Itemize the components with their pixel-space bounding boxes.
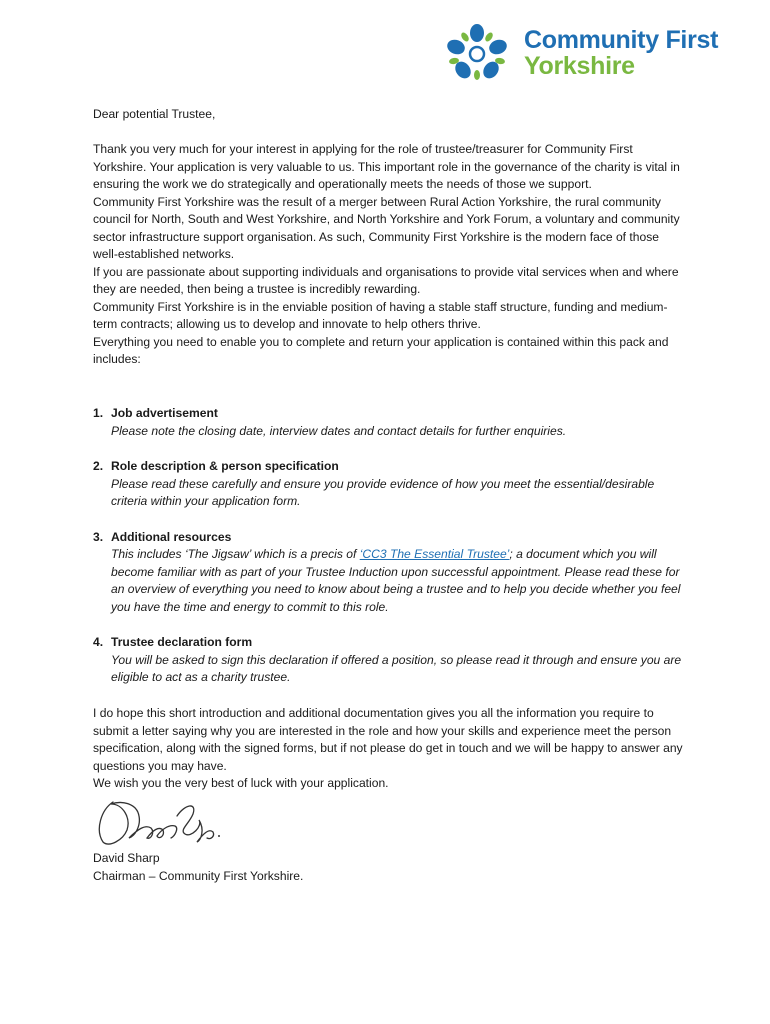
item-number: 1.: [93, 406, 104, 420]
logo-line-1: Community First: [524, 26, 719, 54]
item-title: Role description & person specification: [111, 459, 339, 473]
item-number: 4.: [93, 635, 104, 649]
intro-paragraph-1: Thank you very much for your interest in applying for the role of trustee/treasurer for Community First Yorkshire. Your application is very valuable to us. This important role in the governance of the charity is vital in ensuring the work we do strategically and operationally meets the needs of those we support.: [93, 142, 680, 191]
pack-contents-list: [93, 405, 683, 705]
list-item: [93, 458, 683, 511]
closing-paragraph-2: We wish you the very best of luck with your application.: [93, 776, 389, 790]
signer-block: [93, 850, 303, 885]
item-description: Please note the closing date, interview dates and contact details for further enquiries.: [111, 423, 567, 438]
intro-paragraphs: [93, 141, 683, 369]
item-title: Job advertisement: [111, 406, 218, 420]
intro-paragraph-5: Everything you need to enable you to complete and return your application is contained within this pack and includes:: [93, 334, 669, 366]
list-item: [93, 405, 683, 440]
item-number: 3.: [93, 529, 104, 544]
intro-paragraph-2: Community First Yorkshire was the result of a merger between Rural Action Yorkshire, the rural community council for North, South and West Yorkshire, and North Yorkshire and York Forum, a voluntary and community sector infrastructure support organisation. As such, Community First Yorkshire is the modern face of those well-established networks.: [93, 194, 680, 261]
item-description: Please read these carefully and ensure you provide evidence of how you meet the essential/desirable criteria within your application form.: [111, 476, 655, 508]
item-description-after: ; a document which you will become familiar with as part of your Trustee Induction upon successful appointment. Please read these for an overview of everything you need to know about being a trustee and to help you decide whether you feel you have the time and energy to commit to this role.: [111, 547, 681, 614]
rose-emblem-icon: [444, 22, 510, 82]
list-item: [93, 529, 683, 617]
signer-title: Chairman – Community First Yorkshire.: [93, 868, 304, 883]
intro-paragraph-3: If you are passionate about supporting individuals and organisations to provide vital services when and where they are needed, then being a trustee is incredibly rewarding.: [93, 264, 679, 296]
item-description-before: This includes ‘The Jigsaw’ which is a precis of: [111, 547, 360, 561]
item-title: Trustee declaration form: [111, 635, 253, 649]
community-first-yorkshire-logo: [444, 22, 754, 84]
greeting: [93, 106, 683, 124]
intro-paragraph-4: Community First Yorkshire is in the enviable position of having a stable staff structure, funding and medium-term contracts; allowing us to develop and innovate to help others thrive.: [93, 299, 668, 331]
item-description: You will be asked to sign this declaration if offered a position, so please read it through and ensure you are eligible to act as a charity trustee.: [111, 652, 682, 684]
item-title: Additional resources: [111, 529, 232, 544]
logo-line-2: Yorkshire: [524, 52, 635, 80]
list-item: [93, 634, 683, 687]
signer-name: David Sharp: [93, 851, 160, 865]
item-number: 2.: [93, 459, 104, 473]
handwritten-signature: [93, 790, 233, 850]
cc3-essential-trustee-link[interactable]: ‘CC3 The Essential Trustee’: [359, 547, 510, 561]
closing-paragraph-1: I do hope this short introduction and additional documentation gives you all the information you require to submit a letter saying why you are interested in the role and how your skills and experience meet the person specification, along with the signed forms, but if not please do get in touch and we will be happy to answer any questions you may have.: [93, 706, 683, 773]
item-description: [111, 546, 683, 616]
closing-paragraphs: [93, 705, 683, 793]
greeting-text: Dear potential Trustee,: [93, 107, 216, 121]
